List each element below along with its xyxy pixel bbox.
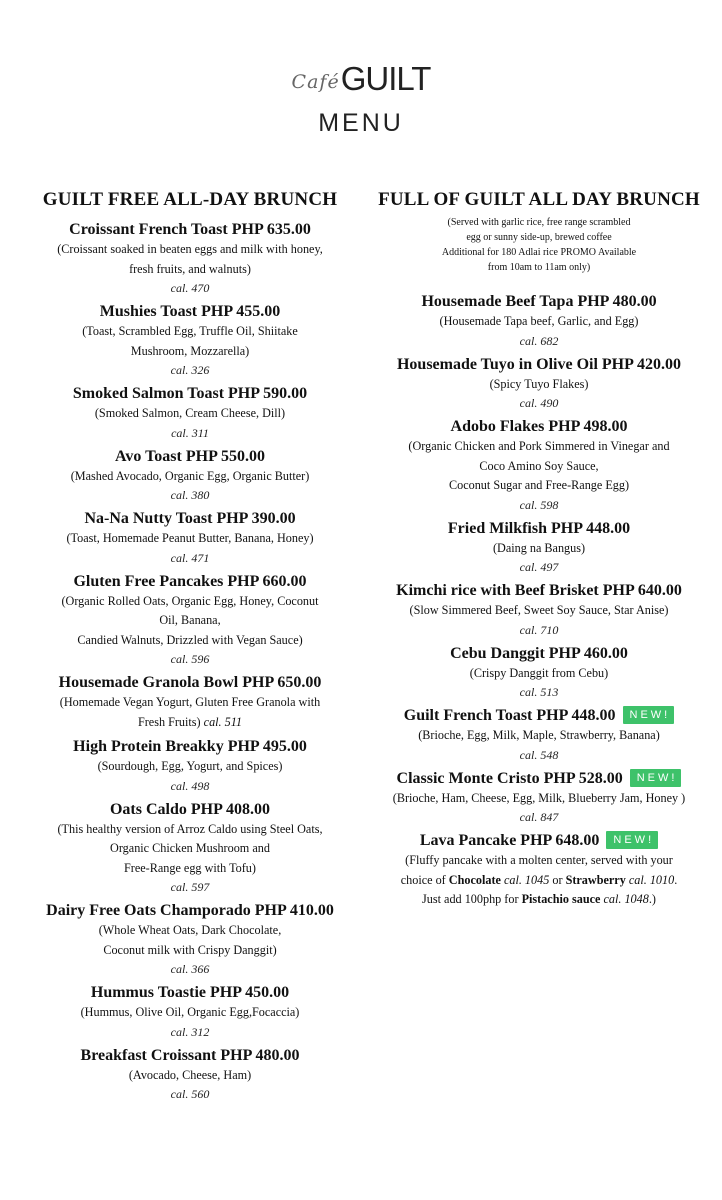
desc-text: (Homemade Vegan Yogurt, Gluten Free Granola with bbox=[59, 695, 321, 709]
menu-item bbox=[371, 518, 707, 577]
menu-item bbox=[30, 736, 350, 795]
item-name bbox=[30, 1045, 350, 1066]
item-description bbox=[30, 921, 350, 960]
desc-text: Free-Range egg with Tofu) bbox=[124, 860, 256, 875]
item-calories: cal. 511 bbox=[203, 714, 243, 729]
item-calories: cal. 470 bbox=[170, 281, 210, 295]
desc-text: .) bbox=[648, 892, 656, 906]
item-name-text: Housemade Tuyo in Olive Oil PHP 420.00 bbox=[396, 355, 682, 373]
desc-text: (Croissant soaked in beaten eggs and milk with honey, bbox=[57, 242, 323, 256]
desc-line bbox=[30, 592, 350, 612]
item-name-text: Na-Na Nutty Toast PHP 390.00 bbox=[84, 510, 296, 527]
item-name bbox=[371, 416, 707, 437]
item-description bbox=[30, 820, 350, 879]
section-note-line: (Served with garlic rice, free range scrambled bbox=[447, 217, 631, 228]
menu-item bbox=[371, 643, 707, 702]
section-note bbox=[371, 215, 707, 275]
option-strawberry-cal: cal. 1010 bbox=[628, 872, 675, 887]
menu-item bbox=[30, 571, 350, 669]
desc-line bbox=[30, 611, 350, 631]
left-column bbox=[30, 187, 350, 1107]
menu-item bbox=[30, 508, 350, 567]
desc-text: Coco Amino Soy Sauce, bbox=[479, 458, 599, 473]
item-name bbox=[30, 219, 350, 240]
item-calories: cal. 490 bbox=[519, 396, 559, 410]
desc-text: (Avocado, Cheese, Ham) bbox=[128, 1067, 252, 1082]
menu-item bbox=[371, 416, 707, 514]
item-name-text: Breakfast Croissant PHP 480.00 bbox=[80, 1046, 300, 1064]
section-note-line: Additional for 180 Adlai rice PROMO Available bbox=[441, 247, 637, 258]
item-name-text: Croissant French Toast PHP 635.00 bbox=[69, 221, 311, 238]
item-description bbox=[30, 322, 350, 361]
new-badge: NEW! bbox=[630, 769, 682, 787]
item-name-text: Smoked Salmon Toast PHP 590.00 bbox=[72, 385, 308, 402]
desc-line bbox=[30, 713, 350, 733]
item-description bbox=[30, 757, 350, 777]
desc-text: (Toast, Homemade Peanut Butter, Banana, Honey) bbox=[66, 531, 314, 545]
item-calories: cal. 311 bbox=[171, 425, 209, 440]
desc-text: (Brioche, Egg, Milk, Maple, Strawberry, Banana) bbox=[418, 728, 660, 742]
item-description bbox=[30, 1066, 350, 1086]
desc-text: (Spicy Tuyo Flakes) bbox=[489, 376, 589, 391]
item-name bbox=[30, 383, 350, 404]
item-calories: cal. 498 bbox=[170, 778, 210, 793]
menu-item bbox=[30, 383, 350, 442]
item-calories: cal. 596 bbox=[170, 652, 210, 666]
desc-line bbox=[30, 631, 350, 651]
desc-line: (Fluffy pancake with a molten center, served with your bbox=[405, 853, 673, 867]
item-name bbox=[30, 571, 350, 592]
desc-line bbox=[371, 312, 707, 332]
desc-text: (Smoked Salmon, Cream Cheese, Dill) bbox=[94, 406, 286, 420]
item-name bbox=[30, 982, 350, 1003]
item-calories: cal. 597 bbox=[170, 880, 210, 894]
desc-line bbox=[30, 322, 350, 342]
desc-line bbox=[371, 726, 707, 746]
item-description bbox=[371, 851, 707, 910]
item-name-text: Classic Monte Cristo PHP 528.00 bbox=[396, 769, 623, 787]
desc-text: (Mashed Avocado, Organic Egg, Organic Butter) bbox=[70, 468, 310, 483]
item-calories: cal. 847 bbox=[519, 810, 559, 824]
desc-line bbox=[30, 921, 350, 941]
item-name bbox=[371, 354, 707, 375]
menu-item bbox=[30, 982, 350, 1041]
desc-line bbox=[371, 789, 707, 809]
desc-text: (Slow Simmered Beef, Sweet Soy Sauce, Star Anise) bbox=[409, 603, 669, 617]
menu-item bbox=[30, 900, 350, 978]
item-description bbox=[371, 664, 707, 684]
item-name-text: Gluten Free Pancakes PHP 660.00 bbox=[73, 572, 307, 590]
desc-text: (Housemade Tapa beef, Garlic, and Egg) bbox=[439, 314, 639, 328]
item-name bbox=[371, 580, 707, 601]
item-name-text: Dairy Free Oats Champorado PHP 410.00 bbox=[46, 902, 334, 919]
item-calories: cal. 548 bbox=[519, 747, 559, 762]
desc-text: (Daing na Bangus) bbox=[492, 540, 586, 555]
menu-item bbox=[30, 799, 350, 897]
desc-line bbox=[30, 342, 350, 362]
logo-cafe-script: Café bbox=[291, 71, 340, 93]
desc-line bbox=[371, 375, 707, 395]
section-title-guilt-free: GUILT FREE ALL-DAY BRUNCH bbox=[42, 189, 338, 210]
desc-text: Candied Walnuts, Drizzled with Vegan Sauce) bbox=[77, 632, 303, 647]
header bbox=[0, 62, 722, 138]
desc-text: (Toast, Scrambled Egg, Truffle Oil, Shiitake bbox=[82, 324, 298, 338]
menu-item bbox=[30, 219, 350, 297]
new-badge: NEW! bbox=[606, 831, 658, 849]
item-name bbox=[30, 508, 350, 529]
item-calories: cal. 710 bbox=[519, 622, 559, 637]
desc-text: Coconut milk with Crispy Danggit) bbox=[103, 942, 277, 957]
item-calories: cal. 326 bbox=[170, 363, 210, 377]
item-description bbox=[371, 437, 707, 496]
desc-text: (This healthy version of Arroz Caldo using Steel Oats, bbox=[57, 821, 323, 836]
item-calories: cal. 560 bbox=[170, 1087, 210, 1101]
desc-line bbox=[30, 820, 350, 840]
item-name-text: Fried Milkfish PHP 448.00 bbox=[447, 519, 631, 537]
item-description bbox=[30, 404, 350, 424]
desc-line bbox=[371, 457, 707, 477]
item-calories: cal. 497 bbox=[519, 560, 559, 574]
option-chocolate: Chocolate bbox=[448, 872, 501, 887]
item-description bbox=[30, 1003, 350, 1023]
menu-item bbox=[30, 301, 350, 379]
desc-line bbox=[30, 1066, 350, 1086]
item-name bbox=[371, 830, 707, 851]
item-name bbox=[371, 705, 707, 726]
desc-text: (Organic Chicken and Pork Simmered in Vinegar and bbox=[408, 439, 670, 453]
option-pistachio-cal: cal. 1048 bbox=[603, 892, 649, 906]
menu-title: MENU bbox=[318, 109, 404, 137]
item-description bbox=[371, 312, 707, 332]
desc-line bbox=[30, 529, 350, 549]
option-strawberry: Strawberry bbox=[565, 872, 626, 887]
item-calories: cal. 598 bbox=[519, 497, 559, 512]
desc-text: Oil, Banana, bbox=[159, 613, 221, 627]
menu-item bbox=[371, 291, 707, 350]
menu-item bbox=[30, 672, 350, 732]
item-name bbox=[371, 291, 707, 312]
desc-text: (Crispy Danggit from Cebu) bbox=[469, 665, 609, 680]
desc-text: fresh fruits, and walnuts) bbox=[129, 261, 251, 276]
desc-line bbox=[371, 476, 707, 496]
menu-item bbox=[30, 446, 350, 505]
desc-text: or bbox=[549, 872, 566, 887]
menu-item bbox=[371, 354, 707, 413]
item-name-text: Kimchi rice with Beef Brisket PHP 640.00 bbox=[396, 582, 682, 599]
desc-line bbox=[371, 664, 707, 684]
desc-line bbox=[371, 539, 707, 559]
desc-line bbox=[30, 240, 350, 260]
cafe-guilt-logo bbox=[292, 62, 431, 95]
item-description bbox=[30, 592, 350, 651]
item-description bbox=[30, 467, 350, 487]
item-name bbox=[30, 736, 350, 757]
menu-item bbox=[371, 830, 707, 910]
desc-line bbox=[30, 941, 350, 961]
right-column bbox=[371, 187, 707, 914]
item-calories: cal. 513 bbox=[519, 685, 559, 699]
desc-line bbox=[30, 467, 350, 487]
desc-text: (Whole Wheat Oats, Dark Chocolate, bbox=[98, 923, 282, 937]
section-note-line: egg or sunny side-up, brewed coffee bbox=[466, 232, 612, 243]
section-title-full-of-guilt: FULL OF GUILT ALL DAY BRUNCH bbox=[378, 189, 700, 210]
item-name bbox=[371, 768, 707, 789]
desc-text: Organic Chicken Mushroom and bbox=[110, 841, 270, 855]
item-description bbox=[30, 693, 350, 732]
new-badge: NEW! bbox=[623, 706, 675, 724]
desc-line bbox=[30, 1003, 350, 1023]
item-name-text: Avo Toast PHP 550.00 bbox=[115, 447, 265, 465]
item-description bbox=[30, 529, 350, 549]
menu-item bbox=[30, 1045, 350, 1104]
item-calories: cal. 380 bbox=[170, 488, 210, 502]
item-calories: cal. 471 bbox=[170, 550, 210, 565]
item-name-text: Cebu Danggit PHP 460.00 bbox=[450, 644, 628, 662]
item-name bbox=[30, 799, 350, 820]
item-name bbox=[30, 672, 350, 693]
item-calories: cal. 312 bbox=[170, 1024, 210, 1039]
desc-line bbox=[371, 601, 707, 621]
item-name-text: Housemade Beef Tapa PHP 480.00 bbox=[421, 293, 657, 310]
item-description bbox=[371, 375, 707, 395]
item-description bbox=[371, 726, 707, 746]
section-note-line: from 10am to 11am only) bbox=[487, 262, 591, 273]
item-name-text: Lava Pancake PHP 648.00 bbox=[419, 832, 600, 849]
desc-text: Coconut Sugar and Free-Range Egg) bbox=[448, 478, 630, 492]
desc-line bbox=[371, 890, 707, 910]
option-chocolate-cal: cal. 1045 bbox=[503, 872, 550, 887]
desc-line bbox=[371, 437, 707, 457]
item-name-text: Adobo Flakes PHP 498.00 bbox=[450, 418, 628, 435]
menu-item bbox=[371, 580, 707, 639]
desc-text: (Hummus, Olive Oil, Organic Egg,Focaccia) bbox=[80, 1005, 300, 1019]
item-name-text: Housemade Granola Bowl PHP 650.00 bbox=[58, 674, 322, 691]
item-calories: cal. 366 bbox=[170, 962, 210, 976]
item-description bbox=[371, 601, 707, 621]
item-name bbox=[371, 643, 707, 664]
desc-text: (Organic Rolled Oats, Organic Egg, Honey, Coconut bbox=[61, 593, 319, 608]
desc-text: Just add 100php for bbox=[422, 892, 522, 906]
desc-text: (Sourdough, Egg, Yogurt, and Spices) bbox=[97, 759, 283, 773]
desc-line bbox=[30, 859, 350, 879]
desc-line bbox=[371, 871, 707, 891]
desc-text: Fresh Fruits) bbox=[137, 714, 201, 729]
item-name-text: High Protein Breakky PHP 495.00 bbox=[73, 738, 307, 755]
item-description bbox=[371, 789, 707, 809]
item-calories: cal. 682 bbox=[519, 333, 559, 348]
desc-line bbox=[30, 839, 350, 859]
menu-item bbox=[371, 705, 707, 764]
item-name bbox=[30, 446, 350, 467]
desc-line bbox=[30, 757, 350, 777]
desc-text: Mushroom, Mozzarella) bbox=[130, 343, 250, 358]
desc-line bbox=[30, 260, 350, 280]
item-name-text: Oats Caldo PHP 408.00 bbox=[109, 800, 270, 818]
menu-item bbox=[371, 768, 707, 827]
item-name bbox=[371, 518, 707, 539]
item-description bbox=[371, 539, 707, 559]
item-name-text: Hummus Toastie PHP 450.00 bbox=[90, 984, 290, 1001]
desc-text: (Brioche, Ham, Cheese, Egg, Milk, Blueberry Jam, Honey ) bbox=[392, 790, 686, 805]
item-name-text: Guilt French Toast PHP 448.00 bbox=[403, 707, 616, 724]
item-name bbox=[30, 900, 350, 921]
item-name-text: Mushies Toast PHP 455.00 bbox=[99, 303, 281, 320]
desc-line bbox=[30, 693, 350, 713]
option-pistachio: Pistachio sauce bbox=[521, 892, 601, 906]
desc-text: choice of bbox=[400, 872, 449, 887]
logo-guilt-wordmark: GUILT bbox=[340, 60, 431, 97]
item-description bbox=[30, 240, 350, 279]
desc-line bbox=[30, 404, 350, 424]
desc-text: . bbox=[674, 872, 678, 887]
item-name bbox=[30, 301, 350, 322]
